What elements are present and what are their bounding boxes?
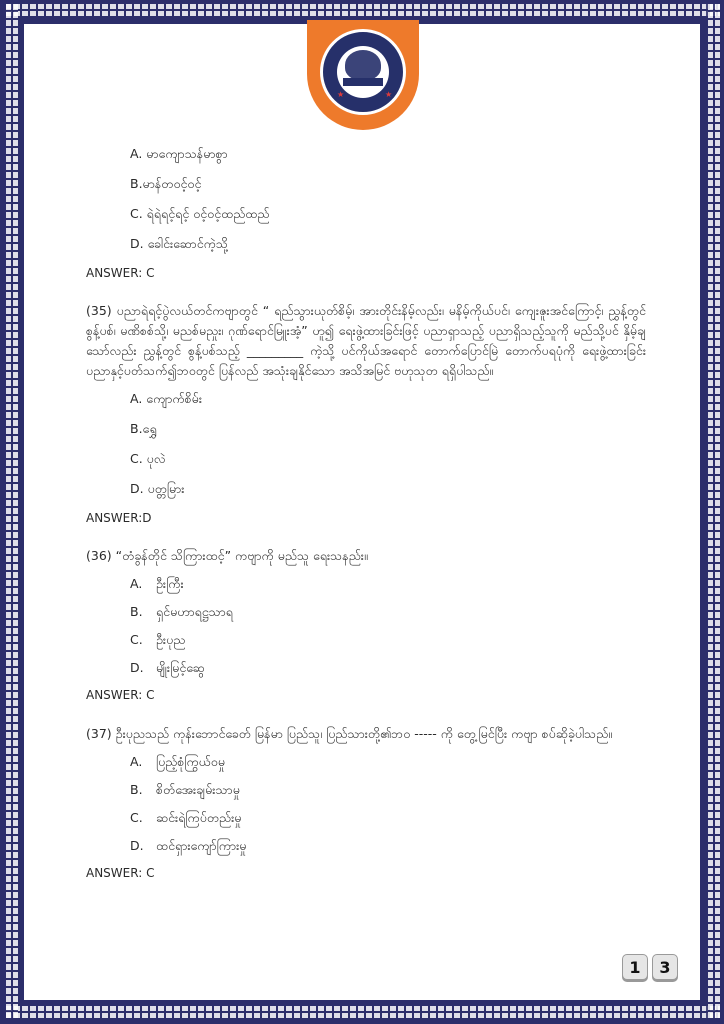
option: B.မာန်တဝင့်ဝင့် bbox=[130, 176, 202, 191]
option: D. ခေါင်းဆောင်ကဲ့သို့ bbox=[130, 236, 228, 251]
school-logo bbox=[307, 20, 419, 130]
option: A. မာကျောသန်မာစွာ bbox=[130, 146, 228, 161]
option-text: ပြည့်စုံကြွယ်ဝမှု bbox=[156, 753, 225, 769]
option bbox=[130, 808, 646, 828]
option-letter: C. bbox=[130, 809, 143, 825]
option-letter: C. bbox=[130, 632, 143, 648]
question-35: (35) ပညာရဲရင့်ပွဲလယ်တင်ကဗျာတွင် “ ရည်သွားယုတ်စိမ့်၊ အားတိုင်းနိမ့်လည်း၊ မနိမ့်ကိုယ်ပင်၊ ကျေးဇူးအင်ကြောင့်၊ ညွှန့်တွင်စွန့်ပစ်၊ မဏိစစ်သို့၊ မညစ်မညှုး၊ ဂုဏ်ရောင်မြူးအံ့” ဟူ၍ ရေးဖွဲ့ထားခြင်းဖြင့် ပညာရှာသည့် ပညာရှိသည့်သူကို မည်သို့ပင် နှိမ့်ချသော်လည်း ညွှန့်တွင် စွန့်ပစ်သည့် _________ ကဲ့သို့ ပင်ကိုယ်အရောင် တောက်ပြောင်မြဲ တောက်ပရပုံကို ရေးဖွဲ့ထားခြင်း ပညာနှင့်ပတ်သက်၍ဘဝတွင် ပြန်လည် အသုံးချနိုင်သော အသိအမြင် ဗဟုသုတ ရရှိပါသည်။ bbox=[86, 303, 646, 379]
option-letter: B. bbox=[130, 604, 143, 620]
option-letter: D. bbox=[130, 660, 144, 676]
border-pattern-left bbox=[4, 4, 18, 1020]
option-text: ဆင်းရဲကြပ်တည်းမှု bbox=[156, 809, 242, 825]
book-icon bbox=[343, 78, 383, 86]
option-letter: D. bbox=[130, 837, 144, 853]
option bbox=[130, 630, 646, 650]
star-icon: ★ bbox=[337, 90, 345, 99]
option-text: ဦးပုည bbox=[156, 632, 186, 648]
option: D. ပတ္တမြား bbox=[130, 481, 185, 497]
answer: ANSWER: C bbox=[86, 865, 155, 880]
tree-icon bbox=[345, 50, 381, 80]
answer: ANSWER:D bbox=[86, 511, 152, 526]
page-digit: 3 bbox=[652, 954, 678, 980]
option bbox=[130, 602, 646, 622]
option-text: စိတ်အေးချမ်းသာမှု bbox=[156, 781, 240, 797]
option-text: ဦးကြီး bbox=[156, 576, 184, 592]
option: C. ရဲရဲရင့်ရင့် ဝင့်ဝင့်ထည်ထည် bbox=[130, 206, 270, 221]
page-number bbox=[622, 954, 678, 980]
option-text: မျိုးမြင့်ဆွေ bbox=[156, 660, 205, 676]
option bbox=[130, 658, 646, 678]
option-text: ထင်ရှားကျော်ကြားမှု bbox=[156, 837, 247, 853]
option: A. ကျောက်စိမ်း bbox=[130, 391, 202, 407]
star-icon: ★ bbox=[385, 90, 393, 99]
question-36: (36) “တံခွန်တိုင် သိကြားထင့်” ကဗျာကို မည်သူ ရေးသနည်း။ bbox=[86, 548, 368, 564]
option bbox=[130, 836, 646, 856]
answer: ANSWER: C bbox=[86, 266, 155, 280]
answer: ANSWER: C bbox=[86, 688, 155, 703]
question-37: (37) ဦးပုညသည် ကုန်းဘောင်ခေတ် မြန်မာ ပြည်သူ၊ ပြည်သားတို့၏ဘဝ ----- ကို တွေ့မြင်ပြီး ကဗျာ စပ်ဆိုခဲ့ပါသည်။ bbox=[86, 725, 613, 741]
page-digit: 1 bbox=[622, 954, 648, 980]
border-pattern-right bbox=[706, 4, 720, 1020]
border-pattern-bottom bbox=[4, 1006, 720, 1020]
option-letter: A. bbox=[130, 576, 143, 592]
border-pattern-top bbox=[4, 4, 720, 18]
option-letter: B. bbox=[130, 781, 143, 797]
option bbox=[130, 574, 646, 594]
option bbox=[130, 752, 646, 772]
option: B.ရွှေ bbox=[130, 421, 157, 437]
option-letter: A. bbox=[130, 753, 143, 769]
logo-emblem bbox=[320, 29, 406, 115]
document-content bbox=[86, 144, 646, 901]
option: C. ပုလဲ bbox=[130, 451, 166, 467]
option bbox=[130, 780, 646, 800]
option-text: ရှင်မဟာရဋ္ဌသာရ bbox=[156, 604, 233, 620]
